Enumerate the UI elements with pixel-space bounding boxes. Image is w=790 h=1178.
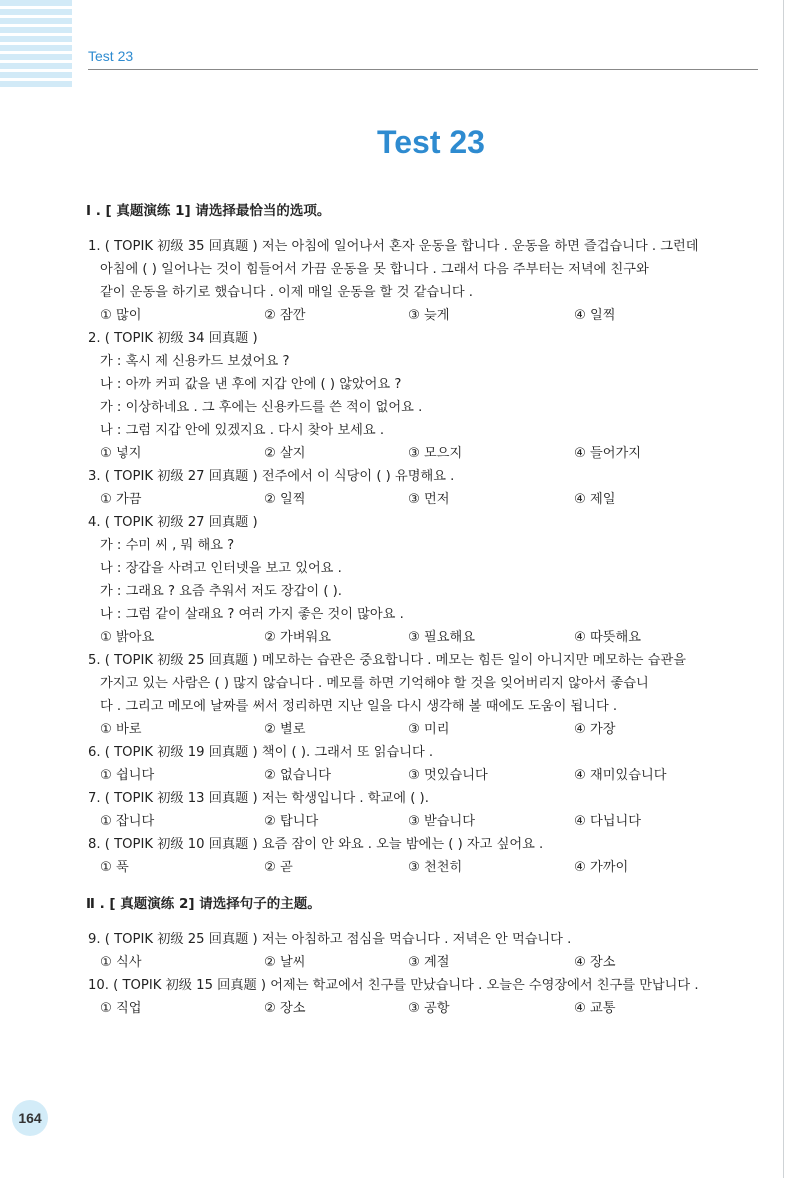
answer-choice: ① 쉽니다 [100,768,155,783]
question-item [88,833,768,879]
answer-choice: ③ 미리 [408,722,450,737]
question-text-line: 가지고 있는 사람은 ( ) 많지 않습니다 . 메모를 하면 기억해야 할 것을 잊어버리지 않아서 좋습니 [100,676,649,691]
question-stem: 10. ( TOPIK 初级 15 回真题 ) 어제는 학교에서 친구를 만났습니다 . 오늘은 수영장에서 친구를 만납니다 . [88,978,699,993]
answer-choices [88,626,768,649]
question-text-line: 나 : 장갑을 사려고 인터넷을 보고 있어요 . [100,561,342,576]
question-stem: 7. ( TOPIK 初级 13 回真题 ) 저는 학생입니다 . 학교에 ( ). [88,791,429,806]
question-item [88,511,768,649]
question-content [88,200,768,1020]
answer-choice: ③ 멋있습니다 [408,768,488,783]
answer-choice: ② 잠깐 [264,308,306,323]
answer-choice: ③ 모으지 [408,446,463,461]
answer-choice: ① 밝아요 [100,630,155,645]
question-item [88,235,768,327]
question-text-line: 같이 운동을 하기로 했습니다 . 이제 매일 운동을 할 것 같습니다 . [100,285,473,300]
answer-choice: ② 장소 [264,1001,306,1016]
question-text-line: 가 : 그래요 ? 요즘 추워서 저도 장갑이 ( ). [100,584,342,599]
corner-stripe-decoration [0,0,72,90]
question-stem: 5. ( TOPIK 初级 25 回真题 ) 메모하는 습관은 중요합니다 . 메모는 힘든 일이 아니지만 메모하는 습관을 [88,653,686,668]
answer-choice: ② 없습니다 [264,768,331,783]
question-item [88,649,768,741]
question-text-line: 나 : 그럼 같이 살래요 ? 여러 가지 좋은 것이 많아요 . [100,607,404,622]
question-item [88,327,768,465]
answer-choice: ① 가끔 [100,492,142,507]
section-heading: Ⅰ . [ 真题演练 1] 请选择最恰当的选项。 [86,203,331,219]
question-text-line: 가 : 혹시 제 신용카드 보셨어요 ? [100,354,290,369]
question-item [88,787,768,833]
answer-choice: ④ 가장 [574,722,616,737]
answer-choices [88,997,768,1020]
section-gap [88,879,768,893]
question-item [88,465,768,511]
answer-choices [88,764,768,787]
answer-choice: ④ 재미있습니다 [574,768,667,783]
question-text-line: 아침에 ( ) 일어나는 것이 힘들어서 가끔 운동을 못 합니다 . 그래서 다음 주부터는 저녁에 친구와 [100,262,649,277]
answer-choice: ④ 따뜻해요 [574,630,641,645]
answer-choices [88,718,768,741]
answer-choice: ② 탑니다 [264,814,319,829]
answer-choice: ① 직업 [100,1001,142,1016]
answer-choice: ③ 공항 [408,1001,450,1016]
answer-choice: ③ 계절 [408,955,450,970]
page-title: Test 23 [377,124,485,160]
answer-choices [88,810,768,833]
answer-choice: ② 곧 [264,860,293,875]
page-edge-line [783,0,784,1178]
question-text-line: 가 : 이상하네요 . 그 후에는 신용카드를 쓴 적이 없어요 . [100,400,423,415]
answer-choices [88,951,768,974]
section-heading: Ⅱ . [ 真题演练 2] 请选择句子的主题。 [86,896,321,912]
question-stem: 8. ( TOPIK 初级 10 回真题 ) 요즘 잠이 안 와요 . 오늘 밤에는 ( ) 자고 싶어요 . [88,837,544,852]
answer-choice: ① 바로 [100,722,142,737]
question-stem: 3. ( TOPIK 初级 27 回真题 ) 전주에서 이 식당이 ( ) 유명해요 . [88,469,455,484]
question-text-line: 가 : 수미 씨 , 뭐 해요 ? [100,538,235,553]
answer-choice: ④ 장소 [574,955,616,970]
question-stem: 4. ( TOPIK 初级 27 回真题 ) [88,515,258,530]
answer-choice: ② 날씨 [264,955,306,970]
running-header: Test 23 [88,48,134,64]
header-rule [88,69,758,70]
answer-choice: ③ 천천히 [408,860,463,875]
answer-choice: ② 가벼워요 [264,630,331,645]
question-text-line: 다 . 그리고 메모에 날짜를 써서 정리하면 지난 일을 다시 생각해 볼 때에도 도움이 됩니다 . [100,699,618,714]
question-text-line: 나 : 아까 커피 값을 낸 후에 지갑 안에 ( ) 않았어요 ? [100,377,402,392]
question-item [88,928,768,974]
answer-choices [88,856,768,879]
answer-choice: ③ 필요해요 [408,630,475,645]
answer-choice: ④ 교통 [574,1001,616,1016]
answer-choices [88,442,768,465]
answer-choice: ④ 제일 [574,492,616,507]
answer-choice: ④ 들어가지 [574,446,641,461]
answer-choice: ① 푹 [100,860,129,875]
answer-choice: ① 잡니다 [100,814,155,829]
answer-choices [88,488,768,511]
answer-choice: ④ 가까이 [574,860,629,875]
answer-choice: ④ 일찍 [574,308,616,323]
answer-choice: ④ 다닙니다 [574,814,641,829]
question-item [88,741,768,787]
question-stem: 2. ( TOPIK 初级 34 回真题 ) [88,331,258,346]
question-text-line: 나 : 그럼 지갑 안에 있겠지요 . 다시 찾아 보세요 . [100,423,385,438]
question-stem: 9. ( TOPIK 初级 25 回真题 ) 저는 아침하고 점심을 먹습니다 . 저녁은 안 먹습니다 . [88,932,572,947]
answer-choice: ① 식사 [100,955,142,970]
question-stem: 6. ( TOPIK 初级 19 回真题 ) 책이 ( ). 그래서 또 읽습니다 . [88,745,434,760]
answer-choice: ③ 늦게 [408,308,450,323]
page-number: 164 [12,1100,48,1136]
answer-choice: ① 넣지 [100,446,142,461]
question-item [88,974,768,1020]
answer-choices [88,304,768,327]
answer-choice: ② 살지 [264,446,306,461]
question-stem: 1. ( TOPIK 初级 35 回真题 ) 저는 아침에 일어나서 혼자 운동을 합니다 . 운동을 하면 즐겁습니다 . 그런데 [88,239,699,254]
answer-choice: ① 많이 [100,308,142,323]
answer-choice: ② 일찍 [264,492,306,507]
answer-choice: ③ 먼저 [408,492,450,507]
answer-choice: ② 별로 [264,722,306,737]
answer-choice: ③ 받습니다 [408,814,475,829]
